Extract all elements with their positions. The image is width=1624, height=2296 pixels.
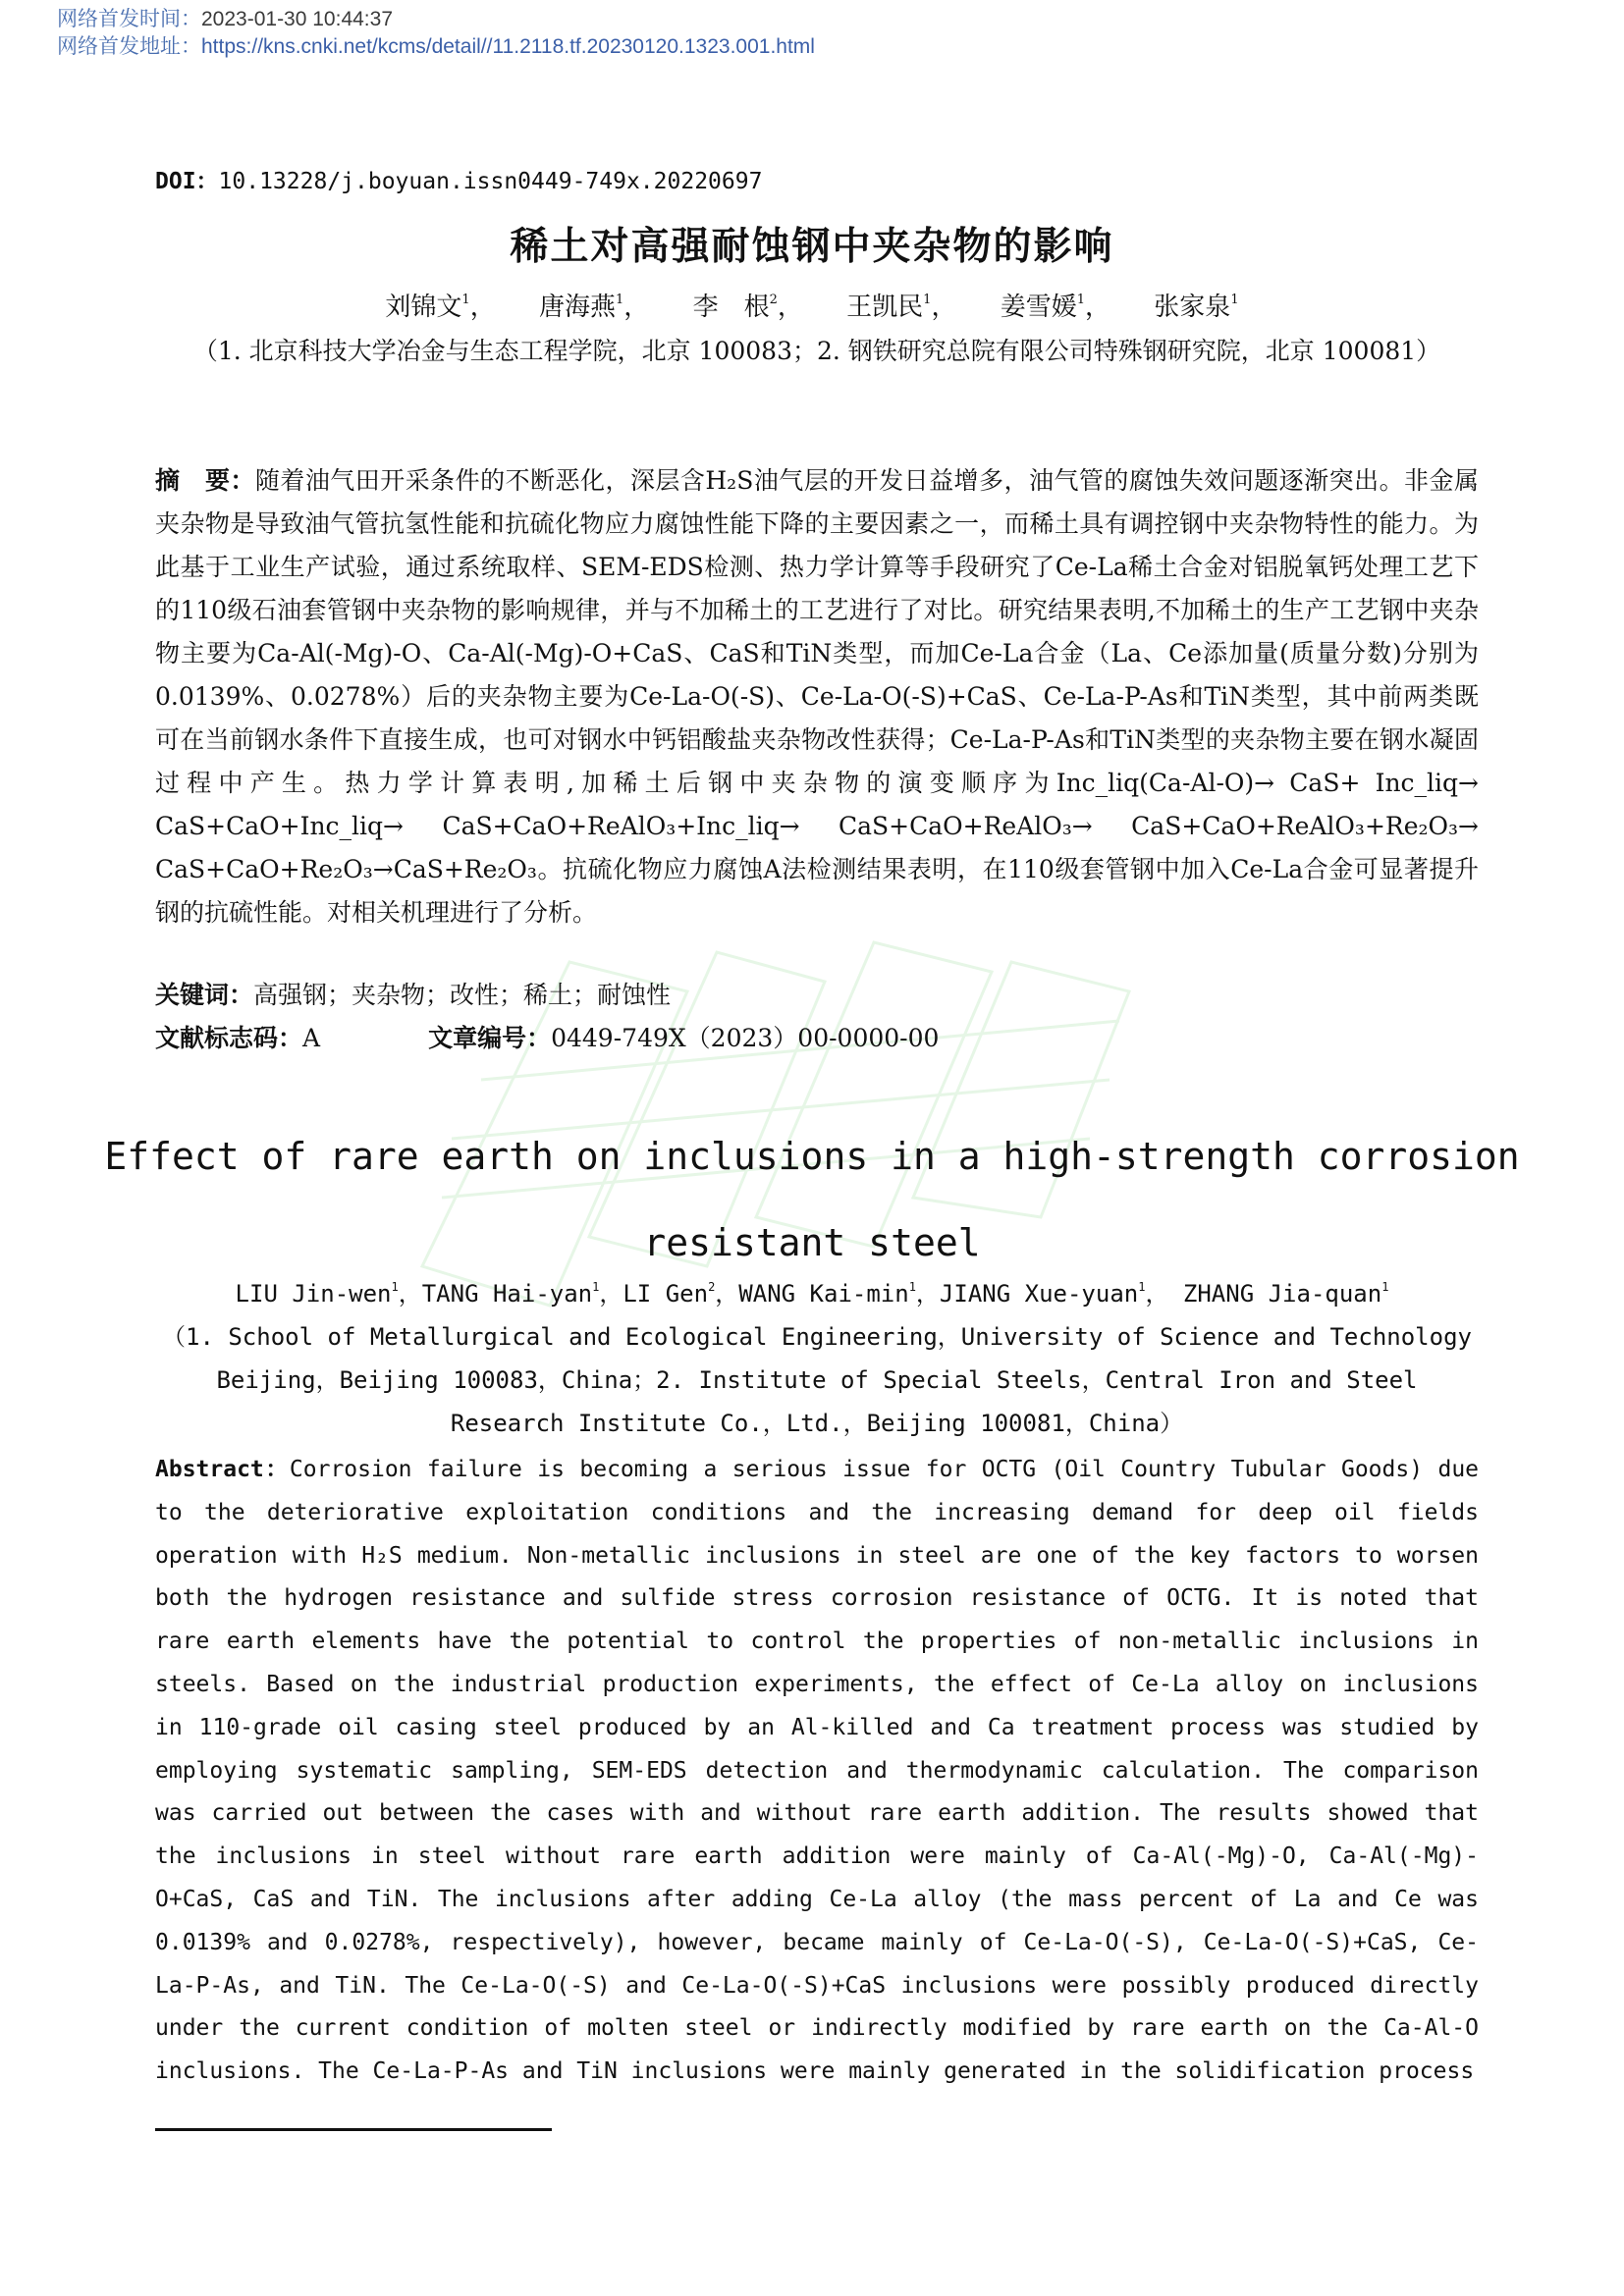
- author-en: JIANG Xue-yuan$^1$，: [939, 1280, 1169, 1308]
- publish-time-line: [57, 6, 393, 33]
- publish-address-label: 网络首发地址：: [57, 35, 201, 58]
- publish-time-value: 2023-01-30 10:44:37: [201, 8, 393, 30]
- publish-address-line: [57, 33, 815, 61]
- author-cn: 刘锦文$^1$，: [385, 293, 496, 322]
- abstract-cn-text: 随着油气田开采条件的不断恶化，深层含H₂S油气层的开发日益增多，油气管的腐蚀失效问题逐渐突出。非金属夹杂物是导致油气管抗氢性能和抗硫化物应力腐蚀性能下降的主要因素之一，而稀土具有调控钢中夹杂物特性的能力。为此基于工业生产试验，通过系统取样、SEM-EDS检测、热力学计算等手段研究了Ce-La稀土合金对铝脱氧钙处理工艺下的110级石油套管钢中夹杂物的影响规律，并与不加稀土的工艺进行了对比。研究结果表明,不加稀土的生产工艺钢中夹杂物主要为Ca-Al(-Mg)-O、Ca-Al(-Mg)-O+CaS、CaS和TiN类型，而加Ce-La合金（La、Ce添加量(质量分数)分别为0.0139%、0.0278%）后的夹杂物主要为Ce-La-O(-S)、Ce-La-O(-S)+CaS、Ce-La-P-As和TiN类型，其中前两类既可在当前钢水条件下直接生成，也可对钢水中钙铝酸盐夹杂物改性获得；Ce-La-P-As和TiN类型的夹杂物主要在钢水凝固过程中产生。热力学计算表明,加稀土后钢中夹杂物的演变顺序为Inc_liq(Ca-Al-O)→ CaS+ Inc_liq→ CaS+CaO+Inc_liq→ CaS+CaO+ReAlO₃+Inc_liq→ CaS+CaO+ReAlO₃→ CaS+CaO+ReAlO₃+Re₂O₃→ CaS+CaO+Re₂O₃→CaS+Re₂O₃。抗硫化物应力腐蚀A法检测结果表明，在110级套管钢中加入Ce-La合金可显著提升钢的抗硫性能。对相关机理进行了分析。: [155, 466, 1479, 927]
- chinese-abstract: [155, 459, 1479, 934]
- keywords-label: 关键词：: [155, 981, 254, 1009]
- article-number-label: 文章编号：: [428, 1024, 552, 1052]
- english-authors: [0, 1274, 1624, 1308]
- author-cn: 唐海燕$^1$，: [538, 293, 650, 322]
- doi-value: 10.13228/j.boyuan.issn0449-749x.20220697: [218, 169, 763, 194]
- author-en: WANG Kai-$\min^1$，: [738, 1280, 940, 1308]
- doc-code-label: 文献标志码：: [155, 1024, 303, 1052]
- footnote-rule: [155, 2128, 552, 2131]
- author-cn: 李 根$^2$，: [692, 293, 803, 322]
- abstract-cn-label: 摘 要：: [155, 466, 255, 495]
- author-en: ZHANG Jia-quan$^1$: [1182, 1280, 1389, 1308]
- abstract-en-label: Abstract：: [155, 1457, 290, 1482]
- chinese-title: 稀土对高强耐蚀钢中夹杂物的影响: [510, 225, 1114, 269]
- publish-time-label: 网络首发时间：: [57, 8, 201, 30]
- author-cn: 姜雪媛$^1$，: [1000, 293, 1111, 322]
- author-en: LI Gen$^2$，: [623, 1280, 739, 1308]
- english-affiliation: （1. School of Metallurgical and Ecological Engineering，University of Science and Technology Beijing，Beijing 100083，China；2. Institute of Special Steels，Central Iron and Steel Research Institute Co.，Ltd.，Beijing 100081，China）: [162, 1323, 1472, 1437]
- english-abstract: [155, 1449, 1479, 2094]
- author-cn: 张家泉$^1$: [1154, 293, 1239, 322]
- doi-line: [155, 163, 1479, 195]
- classification-line: [155, 1019, 1479, 1058]
- chinese-affiliation: （1. 北京科技大学冶金与生态工程学院，北京 100083；2. 钢铁研究总院有限公司特殊钢研究院，北京 100081）: [192, 337, 1441, 365]
- author-en: TANG Hai-yan$^1$，: [421, 1280, 623, 1308]
- chinese-keywords: [155, 976, 1479, 1015]
- chinese-authors: [0, 287, 1624, 323]
- english-title: Effect of rare earth on inclusions in a high-strength corrosion resistant steel: [104, 1135, 1520, 1264]
- author-en: LIU Jin-wen$^1$，: [235, 1280, 422, 1308]
- doc-code-value: A: [302, 1024, 321, 1052]
- abstract-en-text: Corrosion failure is becoming a serious issue for OCTG (Oil Country Tubular Goods) due to the deteriorative exploitation conditions and the increasing demand for deep oil fields operation with H₂S medium. Non-metallic inclusions in steel are one of the key factors to worsen both the hydrogen resistance and sulfide stress corrosion resistance of OCTG. It is noted that rare earth elements have the potential to control the properties of non-metallic inclusions in steels. Based on the industrial production experiments, the effect of Ce-La alloy on inclusions in 110-grade oil casing steel produced by an Al-killed and Ca treatment process was studied by employing systematic sampling, SEM-EDS detection and thermodynamic calculation. The comparison was carried out between the cases with and without rare earth addition. The results showed that the inclusions in steel without rare earth addition were mainly of Ca-Al(-Mg)-O, Ca-Al(-Mg)-O+CaS, CaS and TiN. The inclusions after adding Ce-La alloy (the mass percent of La and Ce was 0.0139% and 0.0278%, respectively), however, became mainly of Ce-La-O(-S), Ce-La-O(-S)+CaS, Ce-La-P-As, and TiN. The Ce-La-O(-S) and Ce-La-O(-S)+CaS inclusions were possibly produced directly under the current condition of molten steel or indirectly modified by rare earth on the Ca-Al-O inclusions. The Ce-La-P-As and TiN inclusions were mainly generated in the solidification process: [155, 1457, 1480, 2085]
- article-number-value: 0449-749X（2023）00-0000-00: [551, 1024, 940, 1052]
- author-cn: 王凯民$^1$，: [846, 293, 957, 322]
- doi-label: DOI：: [155, 169, 219, 194]
- keywords-text: 高强钢；夹杂物；改性；稀土；耐蚀性: [253, 981, 672, 1009]
- publish-address-link[interactable]: https://kns.cnki.net/kcms/detail//11.2118.tf.20230120.1323.001.html: [201, 35, 815, 58]
